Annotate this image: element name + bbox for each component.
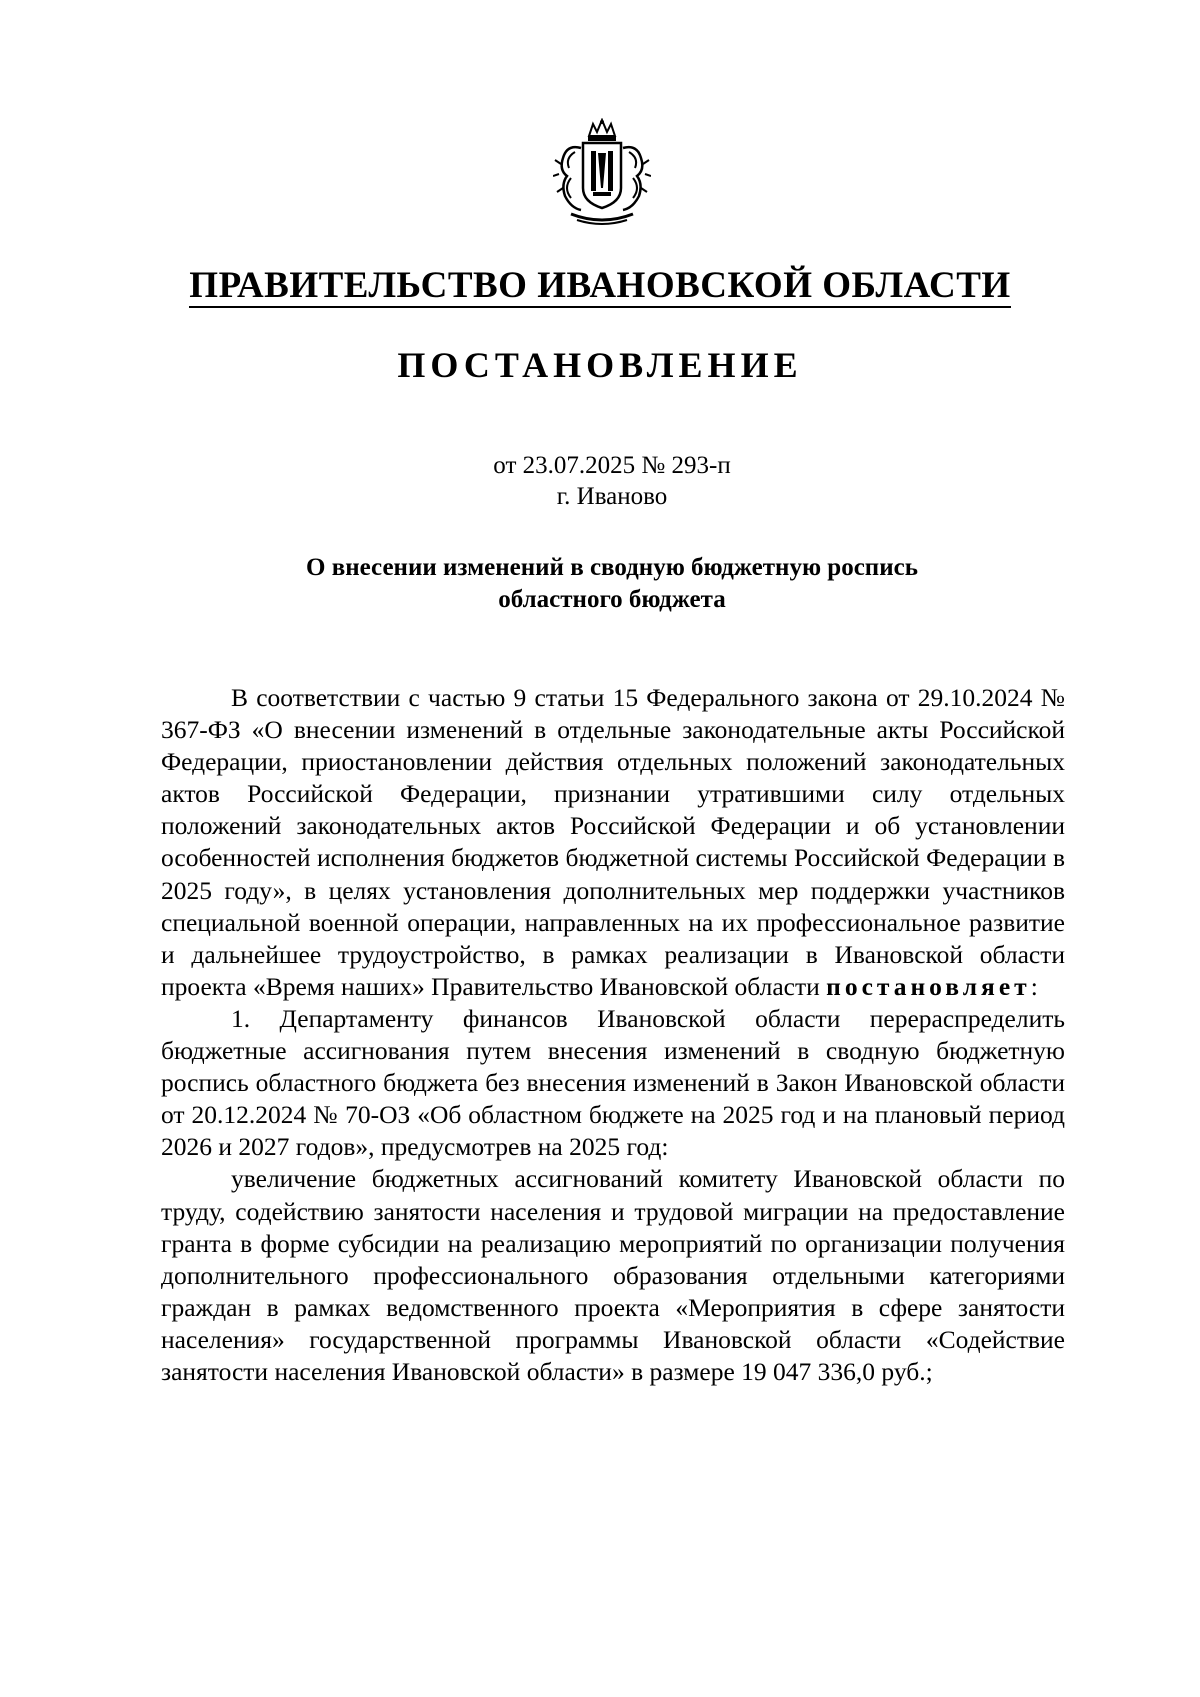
preamble-text: В соответствии с частью 9 статьи 15 Федерального закона от 29.10.2024 № 367-ФЗ «О внесении изменений в отдельные законодательные акты Российской Федерации, приостановлении действия отдельных положений законодательных актов Российской Федерации, признании утратившими силу отдельных положений законодательных актов Российской Федерации и об установлении особенностей исполнения бюджетов бюджетной системы Российской Федерации в 2025 году», в целях установления дополнительных мер поддержки участников специальной военной операции, направленных на их профессиональное развитие и дальнейшее трудоустройство, в рамках реализации в Ивановской области проекта «Время наших» Правительство Ивановской области — [161, 683, 1065, 1001]
item-1-paragraph: 1. Департаменту финансов Ивановской области перераспределить бюджетные ассигнования путем внесения изменений в сводную бюджетную роспись областного бюджета без внесения изменений в Закон Ивановской области от 20.12.2024 № 70-ОЗ «Об областном бюджете на 2025 год и на плановый период 2026 и 2027 годов», предусмотрев на 2025 год: — [161, 1003, 1065, 1162]
document-type: ПОСТАНОВЛЕНИЕ — [397, 345, 803, 385]
decree-colon: : — [1030, 971, 1038, 1001]
date-number: от 23.07.2025 № 293-п — [493, 452, 731, 479]
government-name: ПРАВИТЕЛЬСТВО ИВАНОВСКОЙ ОБЛАСТИ — [189, 265, 1011, 306]
document-body — [161, 682, 1065, 1388]
subject-line-2: областного бюджета — [498, 586, 726, 613]
city: г. Иваново — [556, 483, 668, 510]
government-title — [0, 264, 1200, 308]
document-subject — [0, 552, 1200, 616]
item-1-detail-paragraph: увеличение бюджетных ассигнований комитету Ивановской области по труду, содействию занятости населения и трудовой миграции на предоставление гранта в форме субсидии на реализацию мероприятий по организации получения дополнительного профессионального образования отдельными категориями граждан в рамках ведомственного проекта «Мероприятия в сфере занятости населения» государственной программы Ивановской области «Содействие занятости населения Ивановской области» в размере 19 047 336,0 руб.; — [161, 1164, 1065, 1386]
coat-of-arms-icon — [553, 118, 651, 228]
document-meta — [0, 450, 1200, 512]
preamble-paragraph — [161, 682, 1065, 1003]
decree-word: постановляет — [826, 971, 1031, 1001]
subject-line-1: О внесении изменений в сводную бюджетную роспись — [306, 554, 918, 581]
